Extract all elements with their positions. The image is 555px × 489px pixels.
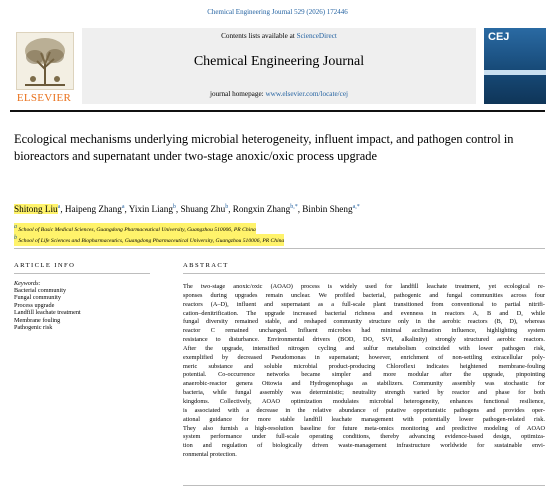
abstract-line: After the upgrade, intensified nitrogen cycling and sulfur metabolism coincided with lower pathogen risk, (183, 344, 545, 352)
abstract-line: reactor C remained unchanged. Influent microbes had minimal acclimation influence, highlighting system (183, 327, 545, 335)
author-separator: , (124, 204, 129, 215)
article-info-heading: ARTICLE INFO (14, 262, 76, 269)
keyword-item: Bacterial community (14, 287, 67, 294)
contents-available-line (82, 32, 476, 40)
journal-homepage-link[interactable]: www.elsevier.com/locate/cej (265, 90, 349, 98)
abstract-line: reactors (A–D), influent and supernatant as a full-scale plant transitioned from conventional to partial nitrifi- (183, 300, 545, 308)
article-title: Ecological mechanisms underlying microbial heterogeneity, influent impact, and pathogen control in bioreactors and supernatant under two-stage anoxic/oxic process upgrade (14, 132, 514, 163)
keyword-item: Membrane fouling (14, 316, 61, 324)
abstract-line: kingdoms. Collectively, AOAO optimization modulates microbial heterogeneity, enhances functional resilience, (183, 397, 545, 405)
contents-prefix: Contents lists available at (221, 32, 297, 40)
homepage-prefix: journal homepage: (209, 90, 266, 98)
abstract-line: is associated with a decrease in the relative abundance of putative opportunistic pathogens and provides oper- (183, 406, 545, 414)
author-name[interactable]: Shitong Liu (14, 204, 58, 215)
keyword-item: Landfill leachate treatment (14, 309, 81, 317)
affiliation-text: School of Life Sciences and Biopharmaceutics, Guangdong Pharmaceutical University, Guangzhou 510006, PR China (18, 238, 285, 245)
author-separator: , (297, 204, 303, 215)
author-affiliation-mark[interactable]: b (225, 204, 229, 210)
abstract-line: exemplified by decreased Pseudomonas in supernatant; however, enrichment of non-settling extracellular poly- (183, 353, 545, 361)
header-divider (10, 110, 545, 112)
author-affiliation-mark[interactable]: a (121, 204, 125, 210)
author-affiliation-mark[interactable]: b (172, 204, 176, 210)
keyword-item: Pathogenic risk (14, 324, 53, 332)
journal-masthead (10, 28, 547, 106)
author-name[interactable]: Rongxin Zhang (232, 204, 291, 215)
journal-title: Chemical Engineering Journal (193, 54, 365, 69)
abstract-heading: ABSTRACT (183, 262, 229, 269)
abstract-line: potential. Co-occurrence networks became simpler and more modular after the upgrade, pinpointing (183, 371, 545, 379)
section-divider (14, 248, 545, 249)
abstract-bottom-divider (183, 485, 545, 486)
author-separator: , (175, 204, 181, 215)
abstract-line: system performance under full-scale operating conditions, thereby advancing evidence-based design, optimiza- (183, 433, 545, 441)
abstract-line: fungal diversity remained stable, and reshaped community structure only in the aerobic reactors (B, D), whereas (183, 318, 545, 326)
journal-info-box (82, 28, 476, 104)
author-separator: , (60, 204, 65, 215)
abstract-line: They also furnish a high-resolution baseline for future meta-omics monitoring and predictive modeling of AOAO (183, 424, 545, 432)
affiliations (14, 223, 544, 246)
elsevier-wordmark: ELSEVIER (16, 92, 72, 104)
keywords-label: Keywords: (14, 280, 41, 287)
abstract-line: tion and regulation of biologically driven waste-management infrastructure worldwide for sustainable envi- (183, 442, 545, 450)
elsevier-logo[interactable] (10, 32, 78, 104)
journal-citation[interactable]: Chemical Engineering Journal 529 (2026) 172446 (207, 8, 348, 16)
author-name[interactable]: Yixin Liang (128, 204, 173, 215)
author-affiliation-mark[interactable]: a,* (352, 204, 360, 210)
keyword-list (14, 287, 150, 331)
abstract-line: ronmental protection. (183, 451, 237, 459)
affiliation-line (14, 234, 284, 245)
author-name[interactable]: Haipeng Zhang (64, 204, 122, 215)
article-info-divider (14, 273, 150, 274)
author-separator: , (228, 204, 233, 215)
abstract-line: anaerobic-reactor genera Ottowia and Hydrogenophaga as stabilizers. Community assembly was stochastic for (183, 380, 545, 388)
abstract-divider (183, 273, 545, 274)
author-name[interactable]: Shuang Zhu (180, 204, 226, 215)
sciencedirect-link[interactable]: ScienceDirect (296, 32, 337, 40)
abstract-line: cation–denitrification. The upgrade increased bacterial richness and evenness in reactors A, B and D, while (183, 309, 545, 317)
author-list (14, 204, 544, 214)
author-affiliation-mark[interactable]: b,* (290, 204, 298, 210)
abstract-line: The two-stage anoxic/oxic (AOAO) process is widely used for landfill leachate treatment, yet ecological re- (183, 283, 545, 290)
journal-cover-image[interactable] (484, 28, 546, 104)
keyword-item: Fungal community (14, 294, 61, 302)
affiliation-line (14, 223, 256, 234)
cover-logo: CEJ (488, 31, 510, 43)
affiliation-mark: a (14, 224, 17, 230)
keyword-item: Process upgrade (14, 301, 55, 309)
abstract-body (183, 283, 545, 460)
affiliation-mark: b (14, 235, 17, 242)
abstract-line: sponses during upgrades remain unclear. We profiled bacterial, pathogenic and fungal communities across four (183, 291, 545, 299)
elsevier-tree-icon (16, 32, 74, 90)
author-affiliation-mark[interactable]: a (57, 204, 61, 210)
abstract-line: resistance to disturbance. Environmental drivers (BOD, DO, SVI, alkalinity) strongly structured aerobic reactors. (183, 336, 545, 344)
abstract-line: meric substance and soluble microbial product-producing Chloroflexi indicates heightened membrane-fouling (183, 362, 545, 370)
affiliation-text: School of Basic Medical Sciences, Guangdong Pharmaceutical University, Guangzhou 510006, PR China (18, 226, 256, 233)
journal-homepage-line (82, 90, 476, 98)
cover-stripe (484, 70, 546, 75)
author-name[interactable]: Binbin Sheng (302, 204, 353, 215)
abstract-line: bacteria, while fungal assembly was deterministic; neutrality strength varied by reactor and phase for both (183, 389, 545, 397)
abstract-line: ational guidance for more stable landfill leachate management with potentially lower pathogen-related risk. (183, 415, 545, 423)
